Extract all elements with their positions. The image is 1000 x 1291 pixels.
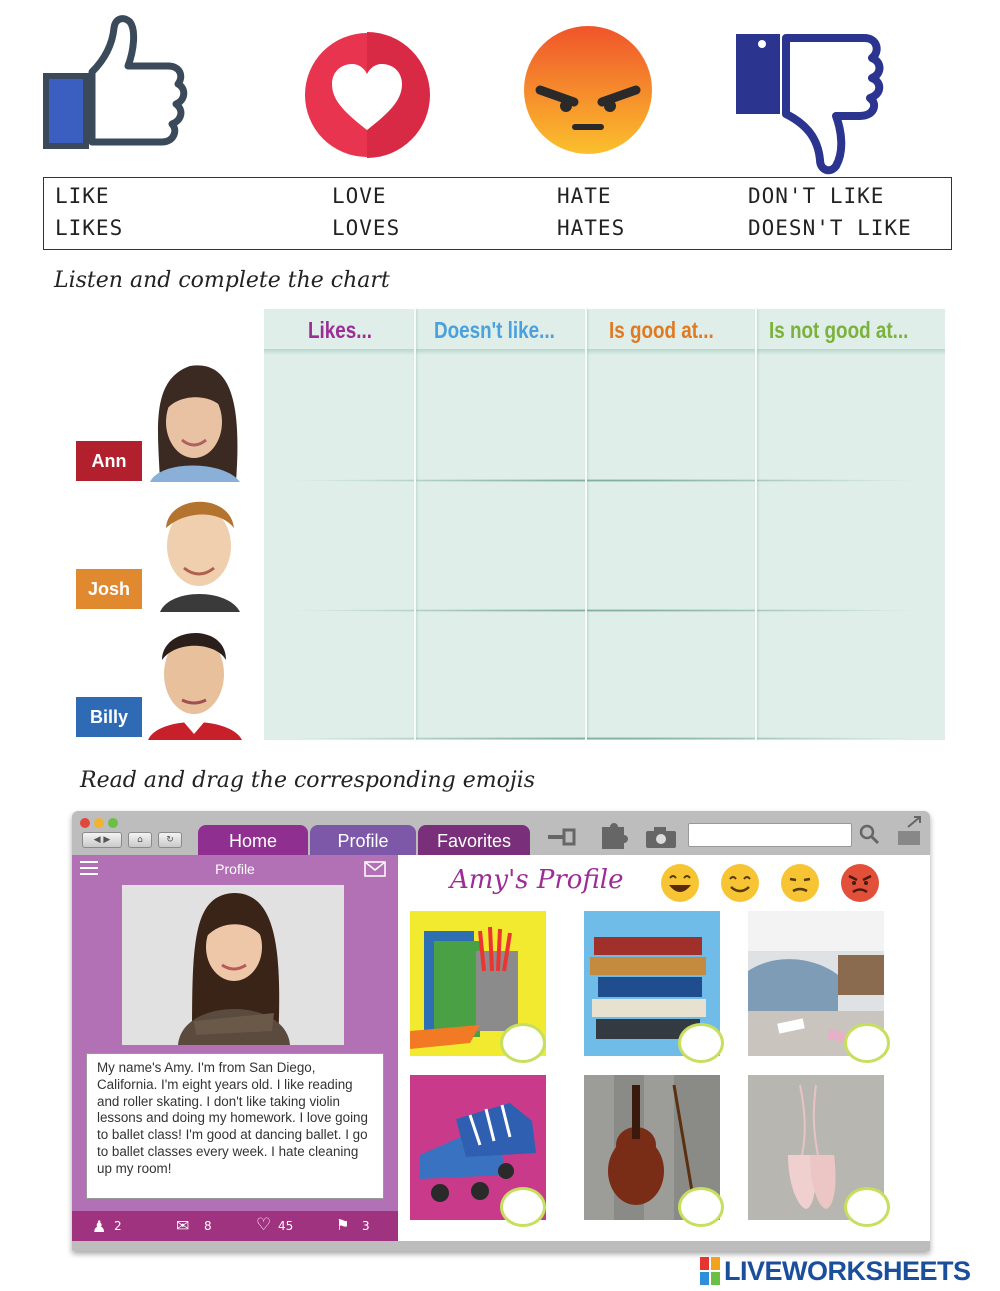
header-likes: Likes... <box>308 317 372 343</box>
billy-photo <box>146 616 242 740</box>
liveworksheets-icon <box>700 1257 720 1285</box>
row-divider <box>284 479 924 482</box>
row-divider <box>284 609 924 612</box>
josh-photo <box>156 488 242 612</box>
angry-emoji[interactable] <box>840 863 880 903</box>
smiling-emoji[interactable] <box>720 863 760 903</box>
liveworksheets-logo <box>700 1255 971 1287</box>
profile-title: Amy's Profile <box>450 865 624 895</box>
profile-stats-bar <box>72 1211 398 1241</box>
profile-content <box>398 855 930 1241</box>
thumbs-down-icon <box>732 28 898 178</box>
drop-slot-violin[interactable] <box>678 1187 724 1227</box>
answer-cell-billy-likes[interactable] <box>264 615 414 737</box>
name-tag-ann: Ann <box>76 441 142 481</box>
search-icon[interactable] <box>858 823 880 845</box>
likes-chart <box>264 309 945 740</box>
amy-bio-text: My name's Amy. I'm from San Diego, California. I'm eight years old. I like reading and roller skating. I don't like taking violin lessons and doing my homework. I love going to ballet class! I'm good at dancing ballet. I go to ballet classes every week. I hate cleaning up my room! <box>86 1053 384 1199</box>
key-icon[interactable] <box>546 827 576 847</box>
answer-cell-ann-doesnt-like[interactable] <box>416 355 585 479</box>
name-tag-billy: Billy <box>76 697 142 737</box>
angry-face-icon <box>522 24 654 156</box>
amy-photo <box>122 885 344 1045</box>
comment-icon[interactable]: ✉ <box>176 1216 190 1235</box>
verb-dont-like: DON'T LIKE <box>748 184 885 208</box>
drag-instruction: Read and drag the corresponding emojis <box>80 768 535 793</box>
drop-slot-roller-skates[interactable] <box>500 1187 546 1227</box>
maximize-window-button[interactable] <box>108 818 118 828</box>
laughing-emoji[interactable] <box>660 863 700 903</box>
answer-cell-josh-good-at[interactable] <box>587 485 755 609</box>
header-not-good-at: Is not good at... <box>769 317 909 343</box>
drop-slot-school-supplies[interactable] <box>500 1023 546 1063</box>
verb-hates: HATES <box>557 216 626 240</box>
liveworksheets-wordmark: LIVEWORKSHEETS <box>724 1255 971 1286</box>
puzzle-icon[interactable] <box>598 823 628 851</box>
thumbs-up-icon <box>40 14 190 154</box>
drop-slot-ballet-shoes[interactable] <box>844 1187 890 1227</box>
likes-count: 45 <box>278 1219 294 1233</box>
answer-cell-ann-likes[interactable] <box>264 355 414 479</box>
answer-cell-josh-doesnt-like[interactable] <box>416 485 585 609</box>
header-doesnt-like: Doesn't like... <box>434 317 555 343</box>
answer-cell-ann-good-at[interactable] <box>587 355 755 479</box>
minimize-window-button[interactable] <box>94 818 104 828</box>
tags-count: 3 <box>362 1219 370 1233</box>
camera-icon[interactable] <box>644 825 678 849</box>
close-window-button[interactable] <box>80 818 90 828</box>
back-forward-button[interactable]: ◀ ▶ <box>82 832 122 848</box>
tag-icon[interactable]: ⚑ <box>336 1216 350 1234</box>
row-divider <box>284 737 924 740</box>
sad-emoji[interactable] <box>780 863 820 903</box>
answer-cell-billy-good-at[interactable] <box>587 615 755 737</box>
reload-icon[interactable]: ↻ <box>158 832 182 848</box>
user-icon[interactable]: ♟ <box>92 1217 107 1236</box>
chart-instruction: Listen and complete the chart <box>54 268 390 293</box>
answer-cell-billy-not-good-at[interactable] <box>757 615 945 737</box>
ann-photo <box>140 360 246 482</box>
verb-doesnt-like: DOESN'T LIKE <box>748 216 912 240</box>
sidebar-title: Profile <box>215 861 255 877</box>
verb-love: LOVE <box>332 184 387 208</box>
verb-likes: LIKES <box>55 216 124 240</box>
search-input[interactable] <box>688 823 852 847</box>
tab-profile[interactable]: Profile <box>310 825 416 858</box>
profile-sidebar <box>72 855 398 1211</box>
profile-browser-window <box>72 811 930 1251</box>
heart-icon <box>304 32 430 158</box>
answer-cell-billy-doesnt-like[interactable] <box>416 615 585 737</box>
drop-slot-messy-room[interactable] <box>844 1023 890 1063</box>
verb-hate: HATE <box>557 184 612 208</box>
answer-cell-ann-not-good-at[interactable] <box>757 355 945 479</box>
home-icon[interactable]: ⌂ <box>128 832 152 848</box>
verb-table <box>43 177 952 250</box>
followers-count: 2 <box>114 1219 122 1233</box>
answer-cell-josh-likes[interactable] <box>264 485 414 609</box>
tab-favorites[interactable]: Favorites <box>418 825 530 858</box>
mail-icon[interactable] <box>364 861 386 877</box>
header-good-at: Is good at... <box>609 317 714 343</box>
verb-like: LIKE <box>55 184 110 208</box>
tab-home[interactable]: Home <box>198 825 308 858</box>
answer-cell-josh-not-good-at[interactable] <box>757 485 945 609</box>
name-tag-josh: Josh <box>76 569 142 609</box>
comments-count: 8 <box>204 1219 212 1233</box>
heart-outline-icon[interactable]: ♡ <box>256 1215 272 1235</box>
verb-loves: LOVES <box>332 216 401 240</box>
drop-slot-books[interactable] <box>678 1023 724 1063</box>
expand-icon[interactable] <box>894 815 924 847</box>
